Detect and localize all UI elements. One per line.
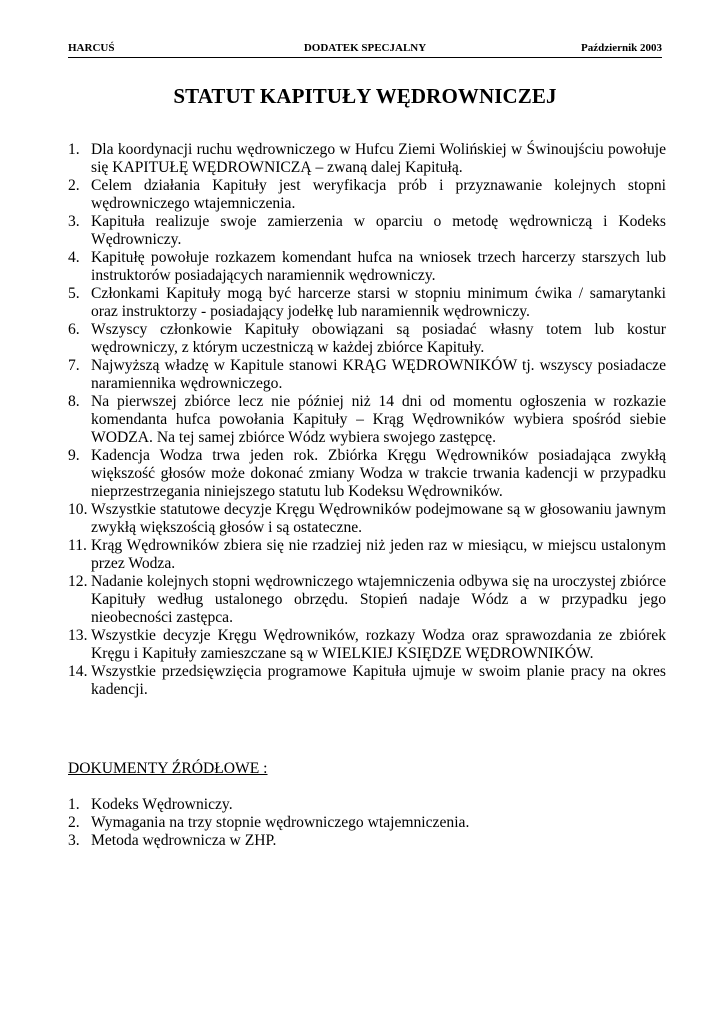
rule-item	[68, 537, 666, 573]
rule-number: 12.	[68, 573, 88, 590]
rule-number: 2.	[68, 177, 80, 194]
source-number: 2.	[68, 814, 80, 831]
rule-text: Krąg Wędrowników zbiera się nie rzadziej niż jeden raz w miesiącu, w miejscu ustalonym przez Wodza.	[91, 537, 666, 572]
source-text: Metoda wędrownicza w ZHP.	[91, 832, 277, 849]
rule-number: 4.	[68, 249, 80, 266]
rule-number: 10.	[68, 501, 88, 518]
source-text: Wymagania na trzy stopnie wędrowniczego wtajemniczenia.	[91, 814, 470, 831]
rule-text: Nadanie kolejnych stopni wędrowniczego wtajemniczenia odbywa się na uroczystej zbiórce Kapituły według ustalonego obrzędu. Stopień nadaje Wódz a w przypadku jego nieobecności zastępca.	[91, 573, 666, 626]
rule-text: Dla koordynacji ruchu wędrowniczego w Hufcu Ziemi Wolińskiej w Świnoujściu powołuje się KAPITUŁĘ WĘDROWNICZĄ – zwaną dalej Kapitułą.	[91, 141, 666, 176]
rule-text: Wszystkie przedsięwzięcia programowe Kapituła ujmuje w swoim planie pracy na okres kadencji.	[91, 663, 666, 698]
header-section: DODATEK SPECJALNY	[303, 42, 427, 54]
rule-number: 13.	[68, 627, 88, 644]
header-publication: HARCUŚ	[68, 42, 115, 54]
rule-item	[68, 141, 666, 177]
rule-item	[68, 447, 666, 501]
rule-item	[68, 393, 666, 447]
rule-item	[68, 213, 666, 249]
source-documents-heading: DOKUMENTY ŹRÓDŁOWE :	[68, 760, 268, 777]
source-text: Kodeks Wędrowniczy.	[91, 796, 233, 813]
rule-item	[68, 249, 666, 285]
source-documents-list	[68, 796, 628, 850]
rule-number: 8.	[68, 393, 80, 410]
statute-rules-list	[68, 141, 666, 699]
page-header	[68, 42, 662, 56]
rule-number: 1.	[68, 141, 80, 158]
source-document-item	[68, 832, 628, 850]
rule-number: 5.	[68, 285, 80, 302]
rule-text: Wszyscy członkowie Kapituły obowiązani są posiadać własny totem lub kostur wędrowniczy, z którym uczestniczą w każdej zbiórce Kapituły.	[91, 321, 666, 356]
rule-text: Kapitułę powołuje rozkazem komendant hufca na wniosek trzech harcerzy starszych lub instruktorów posiadających naramiennik wędrowniczy.	[91, 249, 666, 284]
rule-text: Najwyższą władzę w Kapitule stanowi KRĄG WĘDROWNIKÓW tj. wszyscy posiadacze naramiennika wędrowniczego.	[91, 357, 666, 392]
rule-item	[68, 627, 666, 663]
rule-number: 14.	[68, 663, 88, 680]
rule-item	[68, 177, 666, 213]
rule-text: Na pierwszej zbiórce lecz nie później niż 14 dni od momentu ogłoszenia w rozkazie komendanta hufca powołania Kapituły – Krąg Wędrowników wybiera spośród siebie WODZA. Na tej samej zbiórce Wódz wybiera swojego zastępcę.	[91, 393, 666, 446]
header-divider	[68, 57, 662, 58]
source-document-item	[68, 796, 628, 814]
source-document-item	[68, 814, 628, 832]
rule-number: 9.	[68, 447, 80, 464]
document-title: STATUT KAPITUŁY WĘDROWNICZEJ	[173, 84, 557, 108]
source-number: 3.	[68, 832, 80, 849]
rule-number: 6.	[68, 321, 80, 338]
rule-item	[68, 501, 666, 537]
rule-item	[68, 321, 666, 357]
rule-number: 3.	[68, 213, 80, 230]
rule-text: Celem działania Kapituły jest weryfikacja prób i przyznawanie kolejnych stopni wędrowniczego wtajemniczenia.	[91, 177, 666, 212]
rule-item	[68, 663, 666, 699]
rule-item	[68, 285, 666, 321]
rule-text: Kadencja Wodza trwa jeden rok. Zbiórka Kręgu Wędrowników posiadająca zwykłą większość głosów może dokonać zmiany Wodza w trakcie trwania kadencji w przypadku nieprzestrzegania niniejszego statutu lub Kodeksu Wędrowników.	[91, 447, 666, 500]
header-date: Październik 2003	[581, 42, 662, 54]
source-number: 1.	[68, 796, 80, 813]
rule-number: 7.	[68, 357, 80, 374]
rule-item	[68, 573, 666, 627]
rule-number: 11.	[68, 537, 87, 554]
rule-item	[68, 357, 666, 393]
rule-text: Kapituła realizuje swoje zamierzenia w oparciu o metodę wędrowniczą i Kodeks Wędrowniczy.	[91, 213, 666, 248]
rule-text: Wszystkie statutowe decyzje Kręgu Wędrowników podejmowane są w głosowaniu jawnym zwykłą większością głosów i są ostateczne.	[91, 501, 666, 536]
rule-text: Członkami Kapituły mogą być harcerze starsi w stopniu minimum ćwika / samarytanki oraz instruktorzy - posiadający jodełkę lub naramiennik wędrowniczy.	[91, 285, 666, 320]
rule-text: Wszystkie decyzje Kręgu Wędrowników, rozkazy Wodza oraz sprawozdania ze zbiórek Kręgu i Kapituły zamieszczane są w WIELKIEJ KSIĘDZE WĘDROWNIKÓW.	[91, 627, 666, 662]
